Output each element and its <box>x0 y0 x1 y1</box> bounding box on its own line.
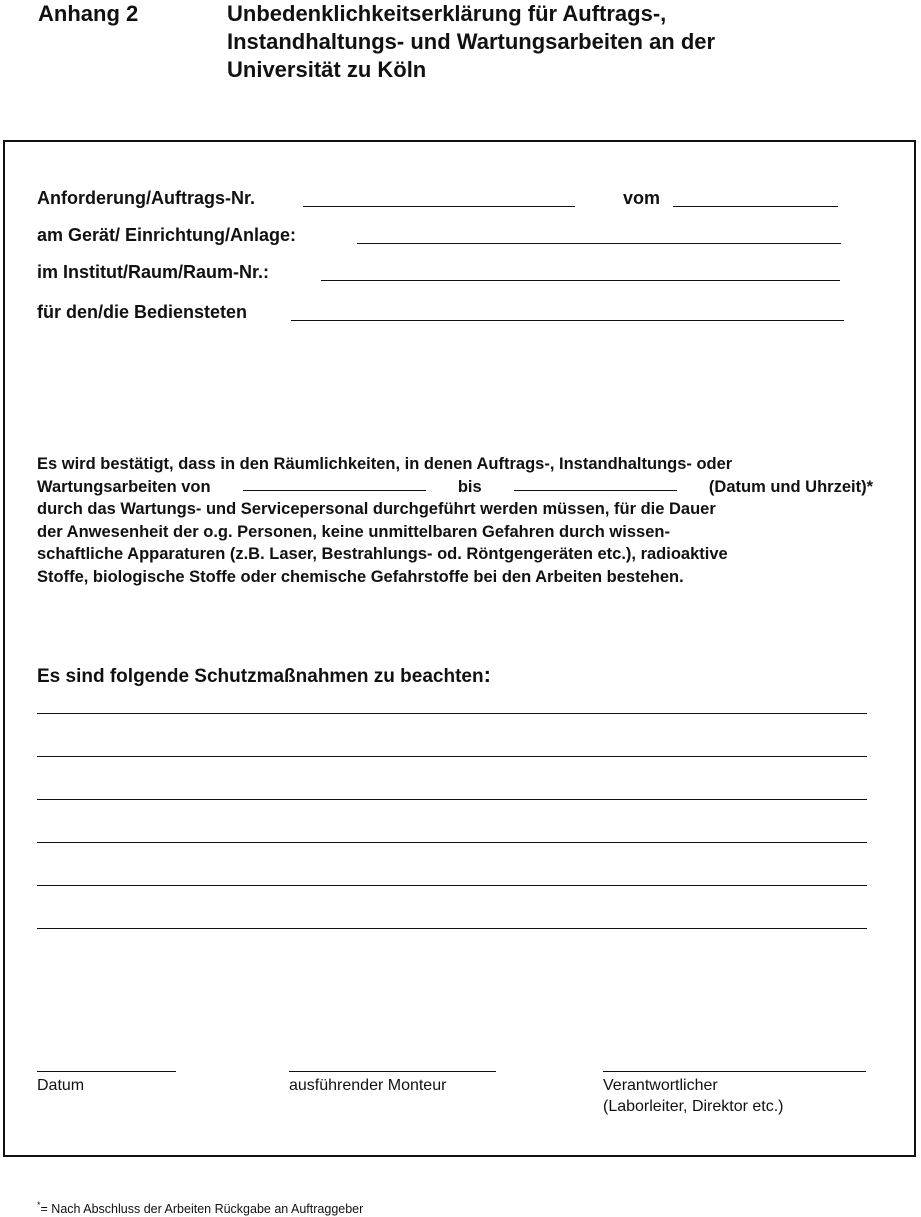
title-line-3: Universität zu Köln <box>227 57 427 82</box>
work-period-label: Wartungsarbeiten von <box>37 477 211 496</box>
fitter-signature-line[interactable] <box>289 1071 496 1072</box>
form-frame <box>3 140 916 1157</box>
work-from-field[interactable] <box>243 476 426 491</box>
measures-heading: Es sind folgende Schutzmaßnahmen zu beachten: <box>37 662 491 687</box>
statement-line-1: Es wird bestätigt, dass in den Räumlichkeiten, in denen Auftrags-, Instandhaltungs- oder <box>37 455 733 473</box>
order-number-label: Anforderung/Auftrags-Nr. <box>37 188 255 208</box>
annex-label: Anhang 2 <box>38 1 139 26</box>
measures-line-2[interactable] <box>37 756 867 757</box>
order-date-field[interactable] <box>673 206 838 207</box>
date-signature-line[interactable] <box>37 1071 176 1072</box>
responsible-signature-label: Verantwortlicher (Laborleiter, Direktor etc.) <box>603 1077 784 1115</box>
document-title <box>227 0 715 84</box>
measures-line-3[interactable] <box>37 799 867 800</box>
staff-label: für den/die Bediensteten <box>37 302 248 322</box>
institute-room-field[interactable] <box>321 280 840 281</box>
device-label: am Gerät/ Einrichtung/Anlage: <box>37 225 297 245</box>
order-date-label: vom <box>623 188 661 208</box>
date-signature-label: Datum <box>37 1077 85 1094</box>
footnote <box>37 1197 363 1217</box>
title-line-2: Instandhaltungs- und Wartungsarbeiten an der <box>227 29 716 54</box>
fitter-signature-label: ausführender Monteur <box>289 1077 447 1094</box>
statement-line-6: Stoffe, biologische Stoffe oder chemische Gefahrstoffe bei den Arbeiten bestehen. <box>37 567 684 586</box>
statement-line-4: der Anwesenheit der o.g. Personen, keine unmittelbaren Gefahren durch wissen- <box>37 522 670 541</box>
footnote-marker: * <box>37 1200 41 1210</box>
statement-line-2 <box>37 476 873 499</box>
measures-line-4[interactable] <box>37 842 867 843</box>
statement-paragraph <box>37 453 873 588</box>
measures-line-1[interactable] <box>37 713 867 714</box>
device-field[interactable] <box>357 243 841 244</box>
work-until-field[interactable] <box>514 476 677 491</box>
date-time-note: (Datum und Uhrzeit)* <box>708 477 873 496</box>
statement-line-5: schaftliche Apparaturen (z.B. Laser, Bestrahlungs- od. Röntgengeräten etc.), radioaktive <box>37 545 728 563</box>
staff-field[interactable] <box>291 320 844 321</box>
title-line-1: Unbedenklichkeitserklärung für Auftrags-, <box>227 1 667 26</box>
responsible-signature-line[interactable] <box>603 1071 866 1072</box>
institute-room-label: im Institut/Raum/Raum-Nr.: <box>37 262 270 282</box>
statement-line-3: durch das Wartungs- und Servicepersonal durchgeführt werden müssen, für die Dauer <box>37 500 716 518</box>
until-label: bis <box>457 477 482 496</box>
measures-line-6[interactable] <box>37 928 867 929</box>
footnote-text: = Nach Abschluss der Arbeiten Rückgabe an Auftraggeber <box>40 1202 364 1217</box>
order-number-field[interactable] <box>303 206 575 207</box>
measures-line-5[interactable] <box>37 885 867 886</box>
